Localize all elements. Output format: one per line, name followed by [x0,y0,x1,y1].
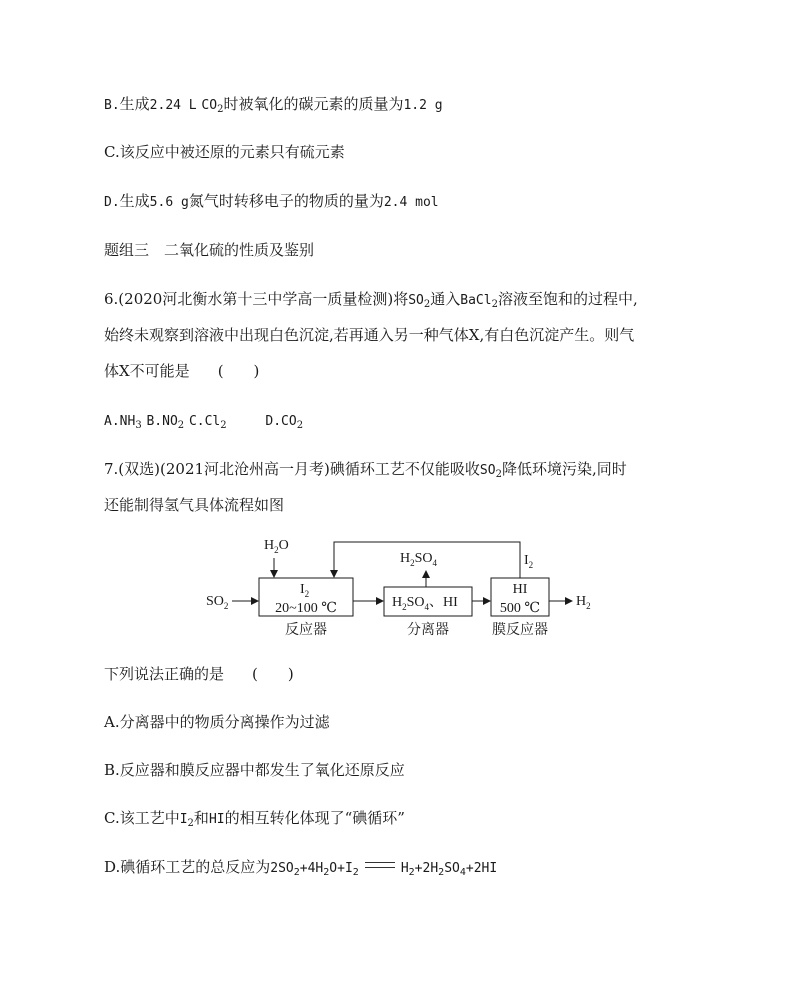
h2o-label: $H_2O$ [264,538,289,555]
q7-line-2: 还能制得氢气具体流程如图 [104,496,285,514]
option-letter: B. [104,98,120,113]
answer-paren[interactable]: ( ) [217,362,260,380]
membrane-hi-label: HI [512,582,528,597]
reactor-i2-label: $I_2$ [300,582,310,599]
separator-contents-label: $H_2SO_4$、HI [392,595,458,612]
q5-option-c: C.该反应中被还原的元素只有硫元素 [104,143,345,161]
reactor-temp-label: 20~100 ℃ [275,601,337,616]
h2so4-product-label: $H_2SO_4$ [400,551,438,568]
separator-caption: 分离器 [407,623,449,638]
q5-option-b: B.生成2.24 L $CO_2$时被氧化的碳元素的质量为1.2 g [104,95,443,115]
membrane-temp-label: 500 ℃ [499,601,541,616]
section-heading: 题组三 二氧化硫的性质及鉴别 [104,241,315,259]
equation-lhs: $2SO_2+4H_2O+I_2$ [270,861,359,878]
q6-line-2: 始终未观察到溶液中出现白色沉淀,若再通入另一种气体X,有白色沉淀产生。则气 [104,326,635,344]
q6-line-1: 6.(2020河北衡水第十三中学高一质量检测)将$SO_2$通入BaCl$_2$溶液至饱和的过程中, [104,290,638,310]
so2-label: $SO_2$ [206,594,229,611]
q6-options [104,410,303,432]
q6-option-c: $C.Cl_2$ [188,414,227,431]
iodine-cycle-flow-diagram [200,532,600,644]
q5-option-d: D.生成5.6 g氮气时转移电子的物质的量为2.4 mol [104,192,439,210]
reactor-caption: 反应器 [285,623,327,638]
membrane-caption: 膜反应器 [492,623,548,638]
q7-option-b: B.反应器和膜反应器中都发生了氧化还原反应 [104,761,405,779]
q6-line-3: 体X不可能是 ( ) [104,362,260,380]
q7-line-1: 7.(双选)(2021河北沧州高一月考)碘循环工艺不仅能吸收$SO_2$降低环境污染,同时 [104,460,627,480]
q7-option-d: D.碘循环工艺的总反应为$2SO_2+4H_2O+I_2$ $H_2+2H_2SO_4+2HI$ [104,858,498,878]
q6-option-b: $B.NO_2$ [146,414,185,431]
answer-paren[interactable]: ( ) [252,665,294,683]
q7-stem: 下列说法正确的是 ( ) [104,665,294,683]
q6-option-a: $A.NH_3$ [104,414,142,431]
equals-sign [365,862,395,868]
equation-rhs: $H_2+2H_2SO_4+2HI$ [400,861,498,878]
q6-option-d: $D.CO_2$ [265,414,304,431]
q7-option-a: A.分离器中的物质分离操作为过滤 [104,713,330,731]
h2-product-label: $H_2$ [576,594,591,611]
q7-option-c: C.该工艺中$I_2$和HI的相互转化体现了“碘循环” [104,809,405,829]
i2-recycle-label: $I_2$ [524,553,534,570]
